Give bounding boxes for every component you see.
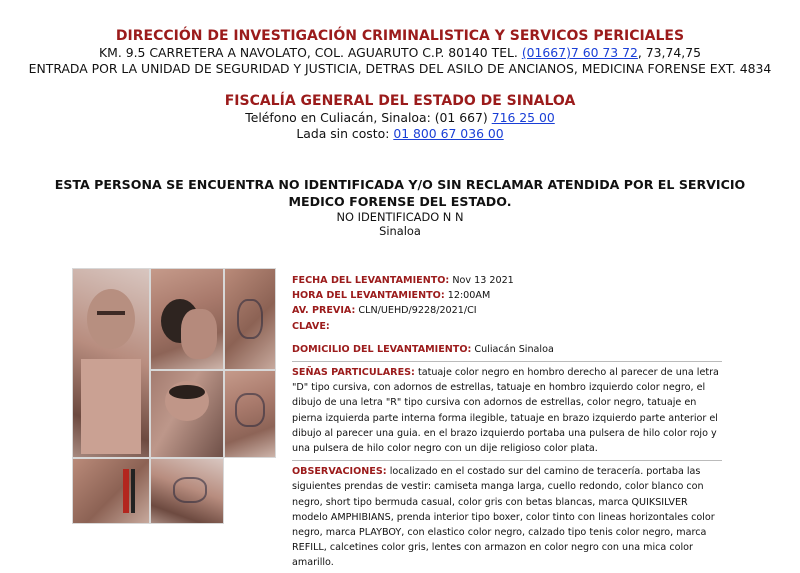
org-title: DIRECCIÓN DE INVESTIGACIÓN CRIMINALISTICA Y SERVICOS PERICIALES: [115, 28, 685, 44]
hora-label: HORA DEL LEVANTAMIENTO:: [292, 290, 445, 302]
previa-label: AV. PREVIA:: [292, 305, 356, 317]
fecha-label: FECHA DEL LEVANTAMIENTO:: [292, 275, 450, 286]
person-state: Sinaloa: [379, 224, 421, 238]
photo-face[interactable]: [72, 268, 150, 458]
address-prefix: KM. 9.5 CARRETERA A NAVOLATO, COL. AGUARUTO C.P. 80140 TEL.: [99, 45, 522, 60]
previa-row: [292, 303, 722, 318]
fecha-row: [292, 273, 722, 288]
phone-line: [0, 110, 800, 125]
clave-label: CLAVE:: [292, 320, 330, 332]
domicilio-label: DOMICILIO DEL LEVANTAMIENTO:: [292, 343, 472, 355]
phone-prefix: Teléfono en Culiacán, Sinaloa: (01 667): [245, 110, 492, 125]
previa-value: CLN/UEHD/9228/2021/CI: [358, 305, 477, 317]
address-suffix: , 73,74,75: [637, 45, 701, 60]
senas-value: tatuaje color negro en hombro derecho al parecer de una letra "D" tipo cursiva, con adornos de estrellas, tatuaje en hombro izquierdo color negro, el dibujo de una letra "R" tipo cursiva con adornos de estrellas, color negro, tatuaje en pierna izquierda parte interna forma ilegible, tatuaje en brazo izquierdo parte anterior el dibujo al parecer una guia. en el brazo izquierdo portaba una pulsera de hilo color rojo y una pulsera de hilo color negro con un dije religioso color plata.: [292, 367, 719, 455]
phone-link[interactable]: 716 25 00: [491, 110, 555, 125]
person-name: NO IDENTIFICADO N N: [336, 210, 464, 224]
tollfree-prefix: Lada sin costo:: [296, 126, 394, 141]
domicilio-value: Culiacán Sinaloa: [474, 343, 554, 355]
senas-row: [292, 365, 722, 456]
notice-text: ESTA PERSONA SE ENCUENTRA NO IDENTIFICADA Y/O SIN RECLAMAR ATENDIDA POR EL SERVICIO MEDICO FORENSE DEL ESTADO.: [54, 177, 746, 209]
obs-value: localizado en el costado sur del camino de teracería. portaba las siguientes prendas de vestir: camiseta manga larga, cuello redondo, color blanco con negro, short tipo bermuda casual, color gris con betas blancas, marca QUIKSILVER modelo AMPHIBIANS, prenda interior tipo boxer, color tinto con lineas horizontales color negro, marca PLAYBOY, con elastico color negro, calzado tipo tenis color negro, marca REFILL, calcetines color gris, lentes con armazon en color negro con una mica color amarillo.: [292, 466, 715, 569]
address-phone-link[interactable]: (01667)7 60 73 72: [521, 45, 638, 60]
obs-row: [292, 464, 722, 570]
fiscalia-title: FISCALÍA GENERAL DEL ESTADO DE SINALOA: [224, 93, 576, 109]
photo-arm-tattoo[interactable]: [224, 370, 276, 458]
fecha-value: Nov 13 2021: [452, 275, 514, 286]
divider: [292, 460, 722, 461]
tollfree-link[interactable]: 01 800 67 036 00: [393, 126, 504, 141]
tollfree-line: [0, 126, 800, 141]
entrance-line: ENTRADA POR LA UNIDAD DE SEGURIDAD Y JUSTICIA, DETRAS DEL ASILO DE ANCIANOS, MEDICINA FORENSE EXT. 4834: [28, 61, 772, 76]
senas-label: SEÑAS PARTICULARES:: [292, 367, 415, 379]
domicilio-row: [292, 342, 722, 357]
photo-wrist[interactable]: [72, 458, 150, 524]
photo-collage: [72, 268, 274, 524]
record-details: [292, 273, 722, 571]
photo-profile[interactable]: [150, 268, 224, 370]
divider: [292, 361, 722, 362]
photo-head-top[interactable]: [150, 370, 224, 458]
hora-value: 12:00AM: [447, 290, 491, 302]
obs-label: OBSERVACIONES:: [292, 466, 387, 478]
address-line: [0, 45, 800, 60]
hora-row: [292, 288, 722, 303]
photo-shoulder-tattoo[interactable]: [224, 268, 276, 370]
spacer: [292, 334, 722, 342]
clave-row: [292, 319, 722, 334]
photo-leg-tattoo[interactable]: [150, 458, 224, 524]
